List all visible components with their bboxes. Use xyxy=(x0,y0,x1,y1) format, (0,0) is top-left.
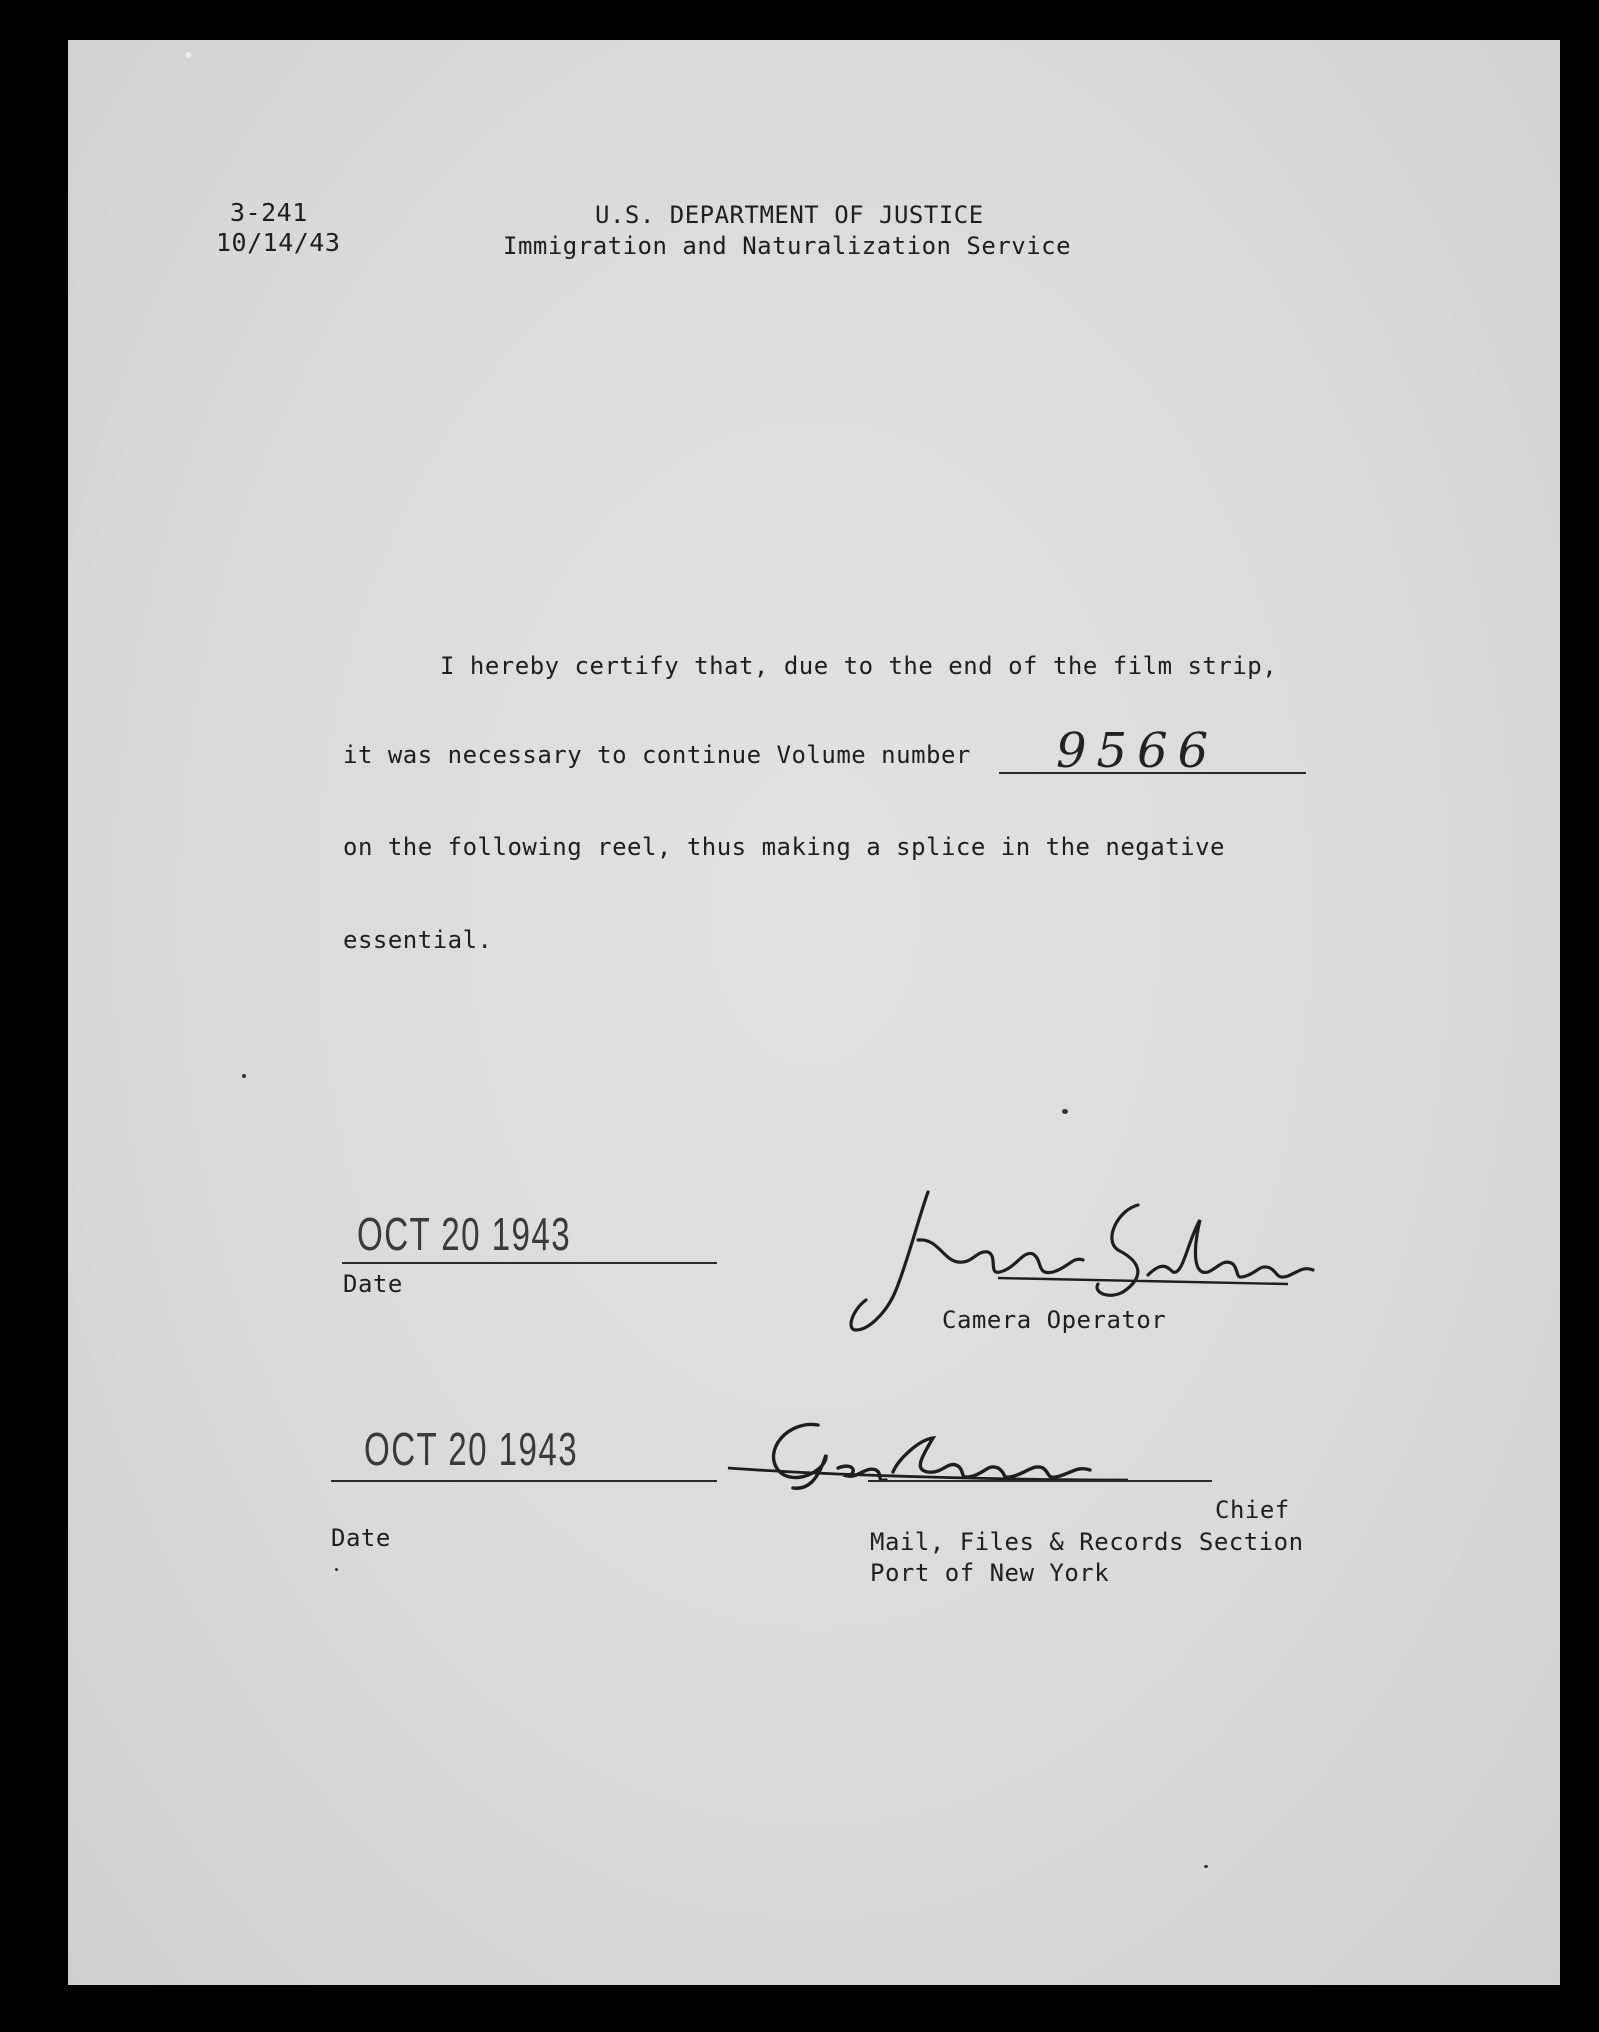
chief-date-stamp: OCT 20 1943 xyxy=(364,1423,579,1475)
chief-date-label: Date xyxy=(331,1524,391,1552)
dust-speck xyxy=(186,52,191,58)
department-heading: U.S. DEPARTMENT OF JUSTICE xyxy=(595,201,984,229)
operator-date-label: Date xyxy=(343,1270,403,1298)
chief-signature xyxy=(718,1410,1138,1520)
form-date: 10/14/43 xyxy=(216,228,341,257)
dust-speck xyxy=(1204,1865,1208,1868)
section-label: Mail, Files & Records Section xyxy=(870,1528,1304,1556)
chief-signature-line xyxy=(868,1480,1212,1482)
certification-line-1: I hereby certify that, due to the end of the film strip, xyxy=(440,652,1278,680)
chief-date-line xyxy=(331,1480,717,1482)
paper-sheet xyxy=(68,40,1560,1985)
volume-number: 9566 xyxy=(1056,723,1219,779)
service-heading: Immigration and Naturalization Service xyxy=(503,232,1072,260)
certification-line-3: on the following reel, thus making a splice in the negative xyxy=(343,833,1226,861)
volume-number-line xyxy=(999,772,1306,774)
dust-speck xyxy=(335,1568,338,1571)
port-label: Port of New York xyxy=(870,1559,1110,1587)
certification-line-2: it was necessary to continue Volume number xyxy=(343,741,971,769)
camera-operator-label: Camera Operator xyxy=(942,1306,1167,1334)
form-number: 3-241 xyxy=(230,198,308,227)
operator-date-line xyxy=(342,1262,717,1264)
operator-date-stamp: OCT 20 1943 xyxy=(357,1208,572,1260)
dust-speck xyxy=(242,1074,246,1078)
certification-line-4: essential. xyxy=(343,926,493,954)
chief-label: Chief xyxy=(1215,1496,1290,1524)
dust-speck xyxy=(1062,1109,1068,1114)
